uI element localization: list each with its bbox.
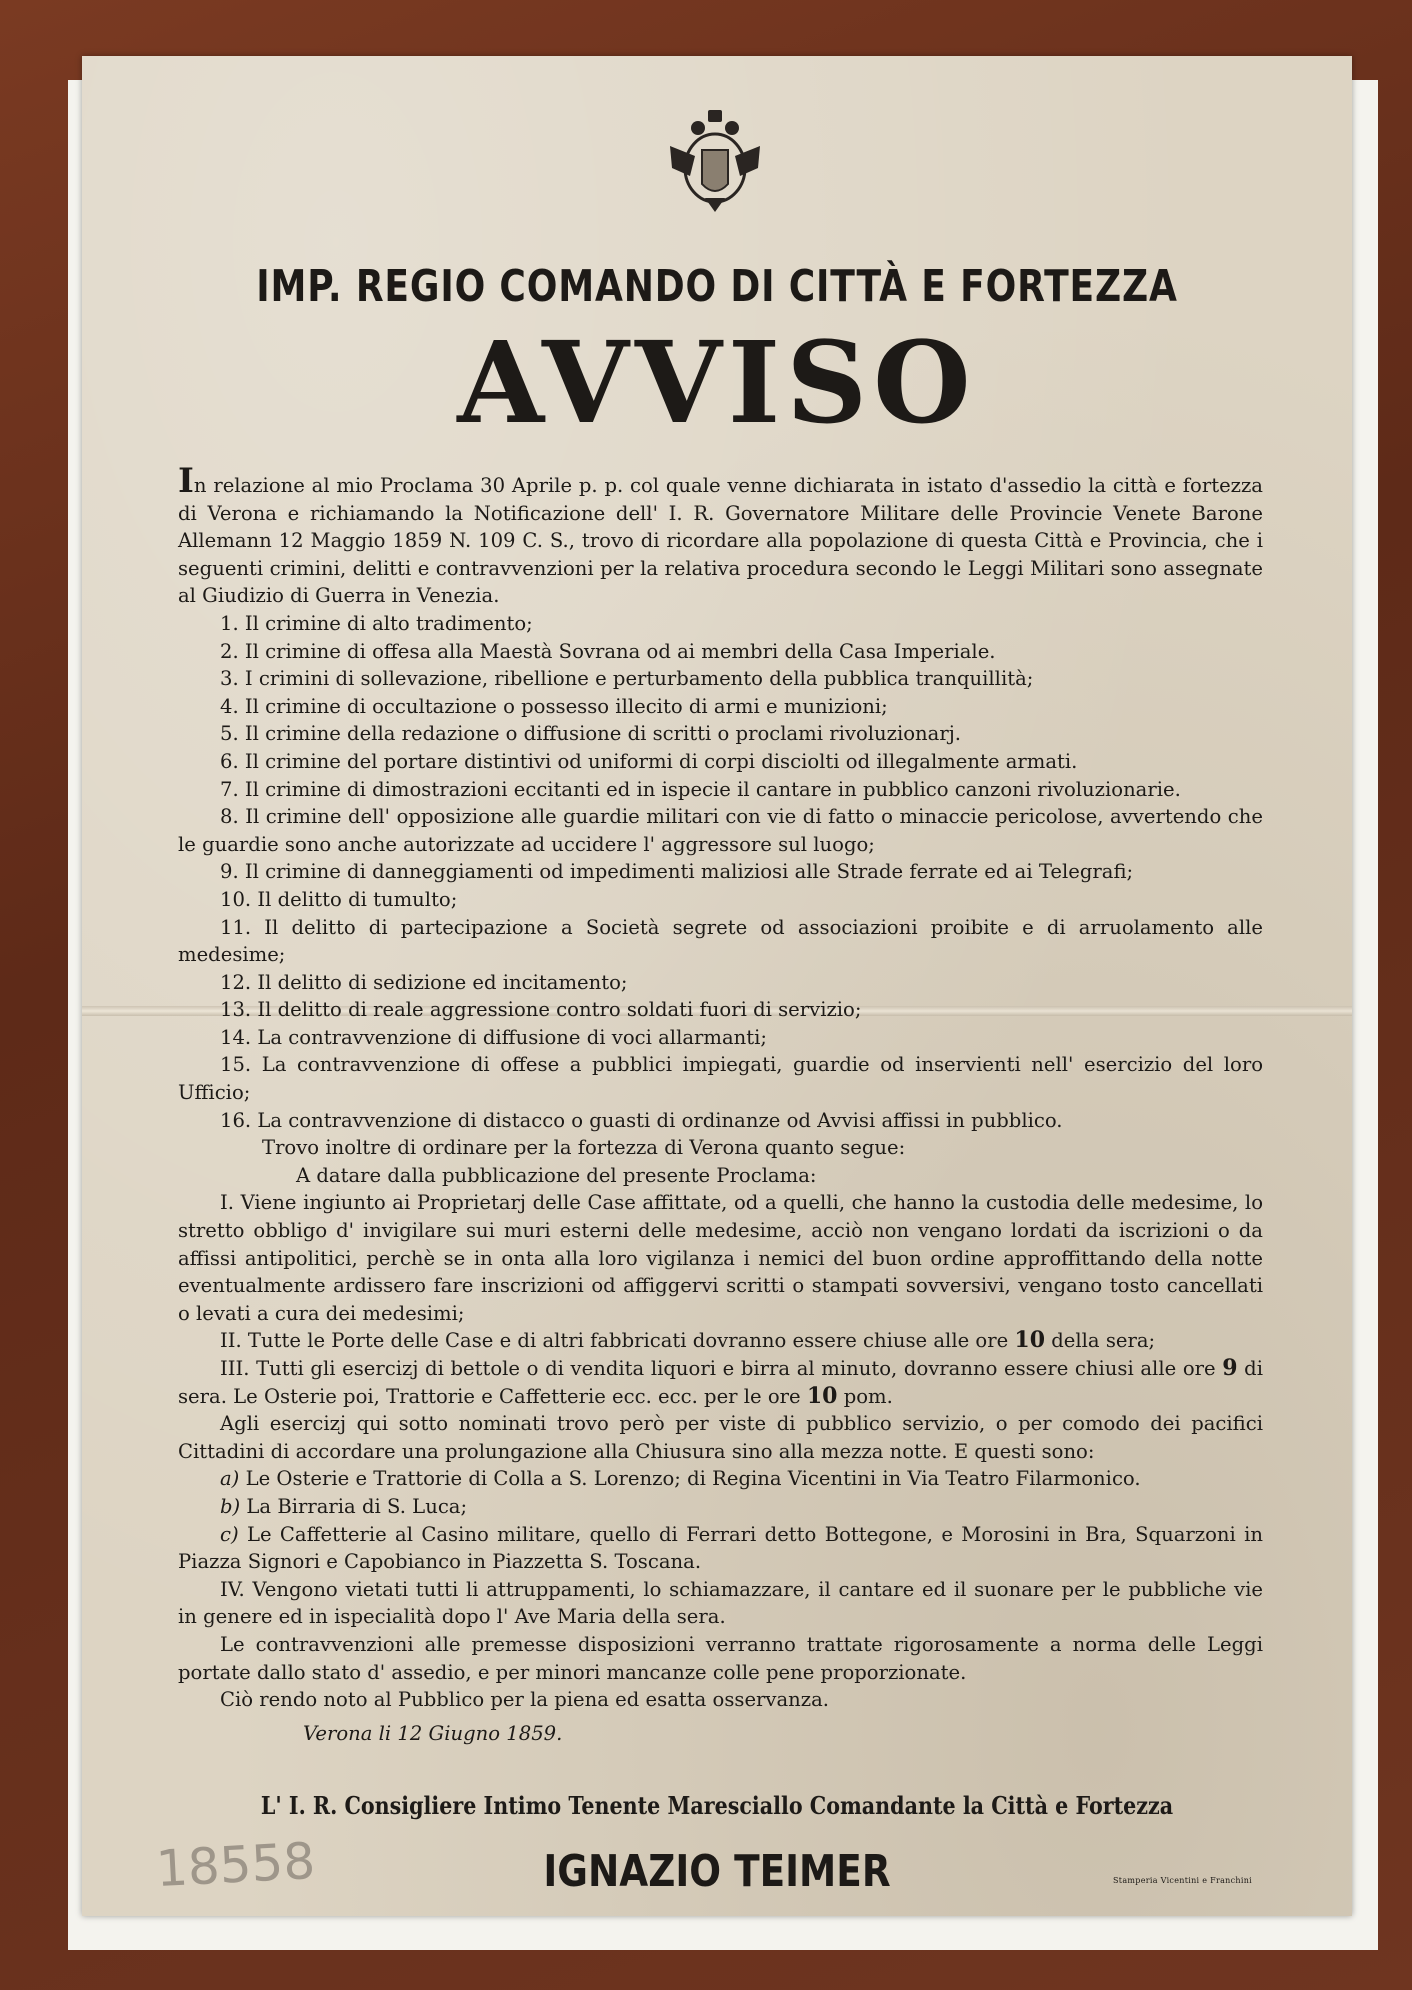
establishment-c xyxy=(178,1521,1263,1576)
establishment-a xyxy=(178,1465,1263,1493)
crime-item: 6. Il crimine del portare distintivi od uniformi di corpi disciolti od illegalmente armati. xyxy=(220,749,1078,773)
crime-item: 11. Il delitto di partecipazione a Società segrete od associazioni proibite e di arruolamento alle medesime; xyxy=(178,915,1263,967)
drop-cap: I xyxy=(178,461,194,501)
closing-paragraph: Ciò rendo noto al Pubblico per la piena ed esatta osservanza. xyxy=(220,1688,830,1712)
notice-body xyxy=(178,461,1263,1747)
order-iii-hour-2: 10 xyxy=(806,1382,838,1409)
establishment-a-text: Le Osterie e Trattorie di Colla a S. Lorenzo; di Regina Vicentini in Via Teatro Filarmonico. xyxy=(245,1467,1141,1491)
crime-item: 14. La contravvenzione di diffusione di voci allarmanti; xyxy=(220,1025,768,1049)
crime-item: 15. La contravvenzione di offese a pubblici impiegati, guardie od inservienti nell' esercizio del loro Ufficio; xyxy=(178,1053,1263,1105)
order-iii-text-b: di sera. Le Osterie poi, Trattorie e Caffetterie ecc. ecc. per le ore xyxy=(178,1357,1263,1408)
extension-paragraph: Agli esercizj qui sotto nominati trovo però per viste di pubblico servizio, o per comodo dei pacifici Cittadini di accordare una prolungazione alla Chiusura sino alla mezza notte. E questi sono: xyxy=(178,1412,1263,1463)
order-item-i: I. Viene ingiunto ai Proprietarj delle Case affittate, od a quelli, che hanno la custodia delle medesime, lo stretto obbligo d' invigilare sui muri esterni delle medesime, acciò non vengano lordati da iscrizioni o da affissi antipolitici, perchè se in onta alla loro vigilanza i nemici del buon ordine approffittando della notte eventualmente ardissero fare inscrizioni od affiggervi scritti o stampati sovversivi, vengano tosto cancellati o levati a cura dei medesimi; xyxy=(178,1191,1263,1325)
crime-item: 10. Il delitto di tumulto; xyxy=(220,887,458,911)
label-c: c) xyxy=(220,1522,239,1546)
intro-paragraph xyxy=(178,461,1263,610)
crime-item: 2. Il crimine di offesa alla Maestà Sovrana od ai membri della Casa Imperiale. xyxy=(220,639,996,663)
order-ii-text-a: II. Tutte le Porte delle Case e di altri fabbricati dovranno essere chiuse alle ore xyxy=(220,1329,1009,1353)
crime-item: 16. La contravvenzione di distacco o guasti di ordinanze od Avvisi affissi in pubblico. xyxy=(220,1108,1063,1132)
page-title: AVVISO xyxy=(457,318,977,449)
order-iii-text-a: III. Tutti gli esercizj di bettole o di vendita liquori e birra al minuto, dovranno essere chiusi alle ore xyxy=(220,1357,1216,1380)
crime-item: 7. Il crimine di dimostrazioni eccitanti ed in ispecie il cantare in pubblico canzoni rivoluzionarie. xyxy=(220,777,1181,801)
establishment-c-text: Le Caffetterie al Casino militare, quello di Ferrari detto Bottegone, e Morosini in Bra, Squarzoni in Piazza Signori e Capobianco in Piazzetta S. Toscana. xyxy=(178,1522,1263,1574)
contravention-paragraph: Le contravvenzioni alle premesse disposizioni verranno trattate rigorosamente a norma delle Leggi portate dallo stato d' assedio, e per minori mancanze colle pene proporzionate. xyxy=(178,1632,1263,1684)
order-ii-hour: 10 xyxy=(1014,1327,1046,1354)
printer-imprint: Stamperia Vicentini e Franchini xyxy=(1113,1876,1252,1885)
crime-item: 9. Il crimine di danneggiamenti od impedimenti maliziosi alle Strade ferrate ed ai Telegrafi; xyxy=(220,860,1134,884)
signatory-title: L' I. R. Consigliere Intimo Tenente Maresciallo Comandante la Città e Fortezza xyxy=(260,1791,1174,1820)
order-lead-2: A datare dalla pubblicazione del presente Proclama: xyxy=(296,1163,817,1187)
order-iii-hour-1: 9 xyxy=(1222,1355,1238,1381)
signatory-name: IGNAZIO TEIMER xyxy=(543,1846,891,1897)
crime-item: 1. Il crimine di alto tradimento; xyxy=(220,611,533,635)
issue-date: Verona li 12 Giugno 1859. xyxy=(303,1721,563,1745)
order-ii-text-b: della sera; xyxy=(1051,1329,1156,1353)
order-item-iii xyxy=(178,1355,1263,1410)
order-item-iv: IV. Vengono vietati tutti li attruppamenti, lo schiamazzare, il cantare ed il suonare per le pubbliche vie in genere ed in ispecialità dopo l' Ave Maria della sera. xyxy=(178,1577,1263,1629)
order-item-ii xyxy=(178,1327,1263,1355)
intro-text: n relazione al mio Proclama 30 Aprile p. p. col quale venne dichiarata in istato d'assedio la città e fortezza di Verona e richiamando la Notificazione dell' I. R. Governatore Militare delle Provincie Venete Barone Allemann 12 Maggio 1859 N. 109 C. S., trovo di ricordare alla popolazione di questa Città e Provincia, che i seguenti crimini, delitti e contravvenzioni per la relativa procedura secondo le Leggi Militari sono assegnate al Giudizio di Guerra in Venezia. xyxy=(178,474,1263,608)
order-iii-text-c: pom. xyxy=(843,1384,893,1408)
double-headed-eagle-crest-icon xyxy=(660,106,770,216)
establishment-b-text: La Birraria di S. Luca; xyxy=(246,1494,468,1518)
poster xyxy=(82,56,1352,1916)
crime-item: 3. I crimini di sollevazione, ribellione e perturbamento della pubblica tranquillità; xyxy=(220,667,1034,691)
command-heading: IMP. REGIO COMANDO DI CITTÀ E FORTEZZA xyxy=(256,261,1178,312)
crime-item: 13. Il delitto di reale aggressione contro soldati fuori di servizio; xyxy=(220,998,862,1022)
label-a: a) xyxy=(220,1467,240,1491)
crime-item: 8. Il crimine dell' opposizione alle guardie militari con vie di fatto o minaccie pericolose, avvertendo che le guardie sono anche autorizzate ad uccidere l' aggressore sul luogo; xyxy=(178,805,1263,856)
handwritten-number: 18558 xyxy=(154,1831,317,1899)
crime-item: 12. Il delitto di sedizione ed incitamento; xyxy=(220,970,628,994)
crime-item: 5. Il crimine della redazione o diffusione di scritti o proclami rivoluzionarj. xyxy=(220,722,961,746)
establishment-b xyxy=(178,1493,1263,1521)
label-b: b) xyxy=(220,1494,241,1518)
crime-item: 4. Il crimine di occultazione o possesso illecito di armi e munizioni; xyxy=(220,694,888,718)
order-lead: Trovo inoltre di ordinare per la fortezza di Verona quanto segue: xyxy=(262,1136,906,1160)
